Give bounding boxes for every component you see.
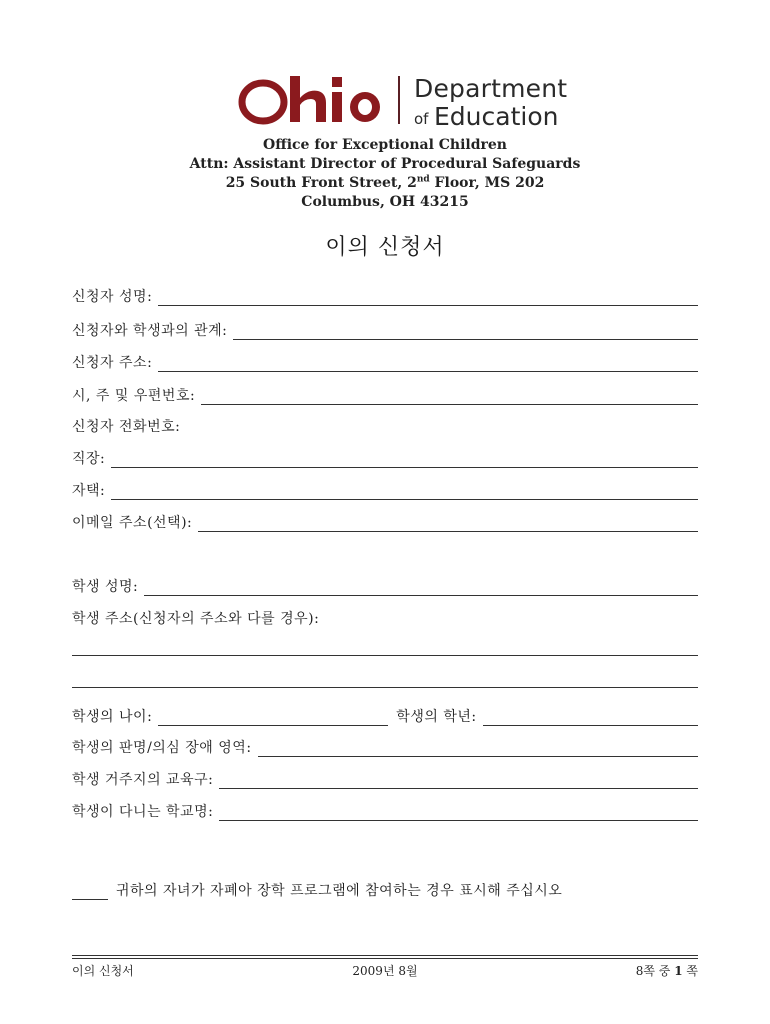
work-phone-field: [72, 446, 698, 468]
school-input[interactable]: [219, 802, 698, 821]
footer: [72, 962, 698, 982]
work-phone-label: 직장:: [72, 451, 106, 467]
ohio-wordmark-icon: [238, 72, 388, 130]
phone-heading: [72, 414, 698, 436]
applicant-name-label: 신청자 성명:: [72, 289, 153, 305]
district-input[interactable]: [219, 770, 698, 789]
footer-page-current: 1: [674, 964, 683, 978]
footer-page-number: [636, 962, 698, 979]
footer-page-prefix: 8쪽 중: [635, 964, 675, 978]
applicant-address-label: 신청자 주소:: [72, 355, 153, 371]
student-address-heading: [72, 606, 698, 628]
address-street-sup: nd: [416, 174, 430, 185]
applicant-address-field: [72, 350, 698, 372]
work-phone-input[interactable]: [111, 449, 698, 468]
email-input[interactable]: [198, 513, 698, 532]
scholarship-mark-input[interactable]: [72, 881, 108, 900]
footer-doc-title: 이의 신청서: [72, 964, 134, 978]
footer-page-suffix: 쪽: [682, 964, 698, 978]
district-label: 학생 거주지의 교육구:: [72, 772, 214, 788]
applicant-name-field: [72, 284, 698, 306]
footer-rule-top: [72, 955, 698, 956]
footer-date: 2009년 8월: [352, 964, 418, 978]
logo-of-text: of: [414, 110, 429, 128]
footer-rule-bottom: [72, 958, 698, 959]
student-name-field: [72, 574, 698, 596]
city-state-zip-label: 시, 주 및 우편번호:: [72, 388, 196, 404]
form-title: 이의 신청서: [325, 235, 445, 260]
age-grade-row: [72, 704, 698, 726]
student-address-input-line1[interactable]: [72, 655, 698, 656]
logo-divider: [398, 76, 400, 124]
address-block: [0, 136, 770, 212]
school-label: 학생이 다니는 학교명:: [72, 804, 214, 820]
city-state-zip-field: [72, 383, 698, 405]
city-state-zip-input[interactable]: [201, 386, 698, 405]
student-age-input[interactable]: [158, 707, 388, 726]
home-phone-field: [72, 478, 698, 500]
relationship-field: [72, 318, 698, 340]
logo-department-text: Department: [414, 74, 568, 103]
home-phone-label: 자택:: [72, 483, 106, 499]
address-street-text: 25 South Front Street, 2: [225, 175, 417, 191]
relationship-label: 신청자와 학생과의 관계:: [72, 323, 228, 339]
address-floor-text: Floor, MS 202: [429, 175, 545, 191]
address-line-street: [0, 174, 770, 193]
address-line-city: Columbus, OH 43215: [301, 194, 469, 210]
disability-input[interactable]: [258, 738, 698, 757]
applicant-address-input[interactable]: [158, 353, 698, 372]
school-field: [72, 799, 698, 821]
address-line-office: Office for Exceptional Children: [263, 137, 507, 153]
scholarship-text: 귀하의 자녀가 자폐아 장학 프로그램에 참여하는 경우 표시해 주십시오: [116, 883, 563, 899]
address-line-attn: Attn: Assistant Director of Procedural Safeguards: [189, 156, 581, 172]
student-age-label: 학생의 나이:: [72, 709, 153, 725]
student-name-label: 학생 성명:: [72, 579, 139, 595]
relationship-input[interactable]: [233, 321, 698, 340]
email-label: 이메일 주소(선택):: [72, 515, 193, 531]
email-field: [72, 510, 698, 532]
student-address-label: 학생 주소(신청자의 주소와 다를 경우):: [72, 611, 320, 627]
student-address-input-line2[interactable]: [72, 687, 698, 688]
phone-heading-label: 신청자 전화번호:: [72, 419, 181, 435]
district-field: [72, 767, 698, 789]
student-grade-label: 학생의 학년:: [396, 709, 477, 725]
disability-label: 학생의 판명/의심 장애 영역:: [72, 740, 252, 756]
scholarship-row: [72, 878, 698, 900]
disability-field: [72, 735, 698, 757]
applicant-name-input[interactable]: [158, 287, 698, 306]
student-grade-input[interactable]: [483, 707, 698, 726]
logo-education-text: Education: [434, 102, 559, 131]
home-phone-input[interactable]: [111, 481, 698, 500]
student-name-input[interactable]: [144, 577, 698, 596]
ohio-department-of-education-logo: [238, 72, 568, 132]
